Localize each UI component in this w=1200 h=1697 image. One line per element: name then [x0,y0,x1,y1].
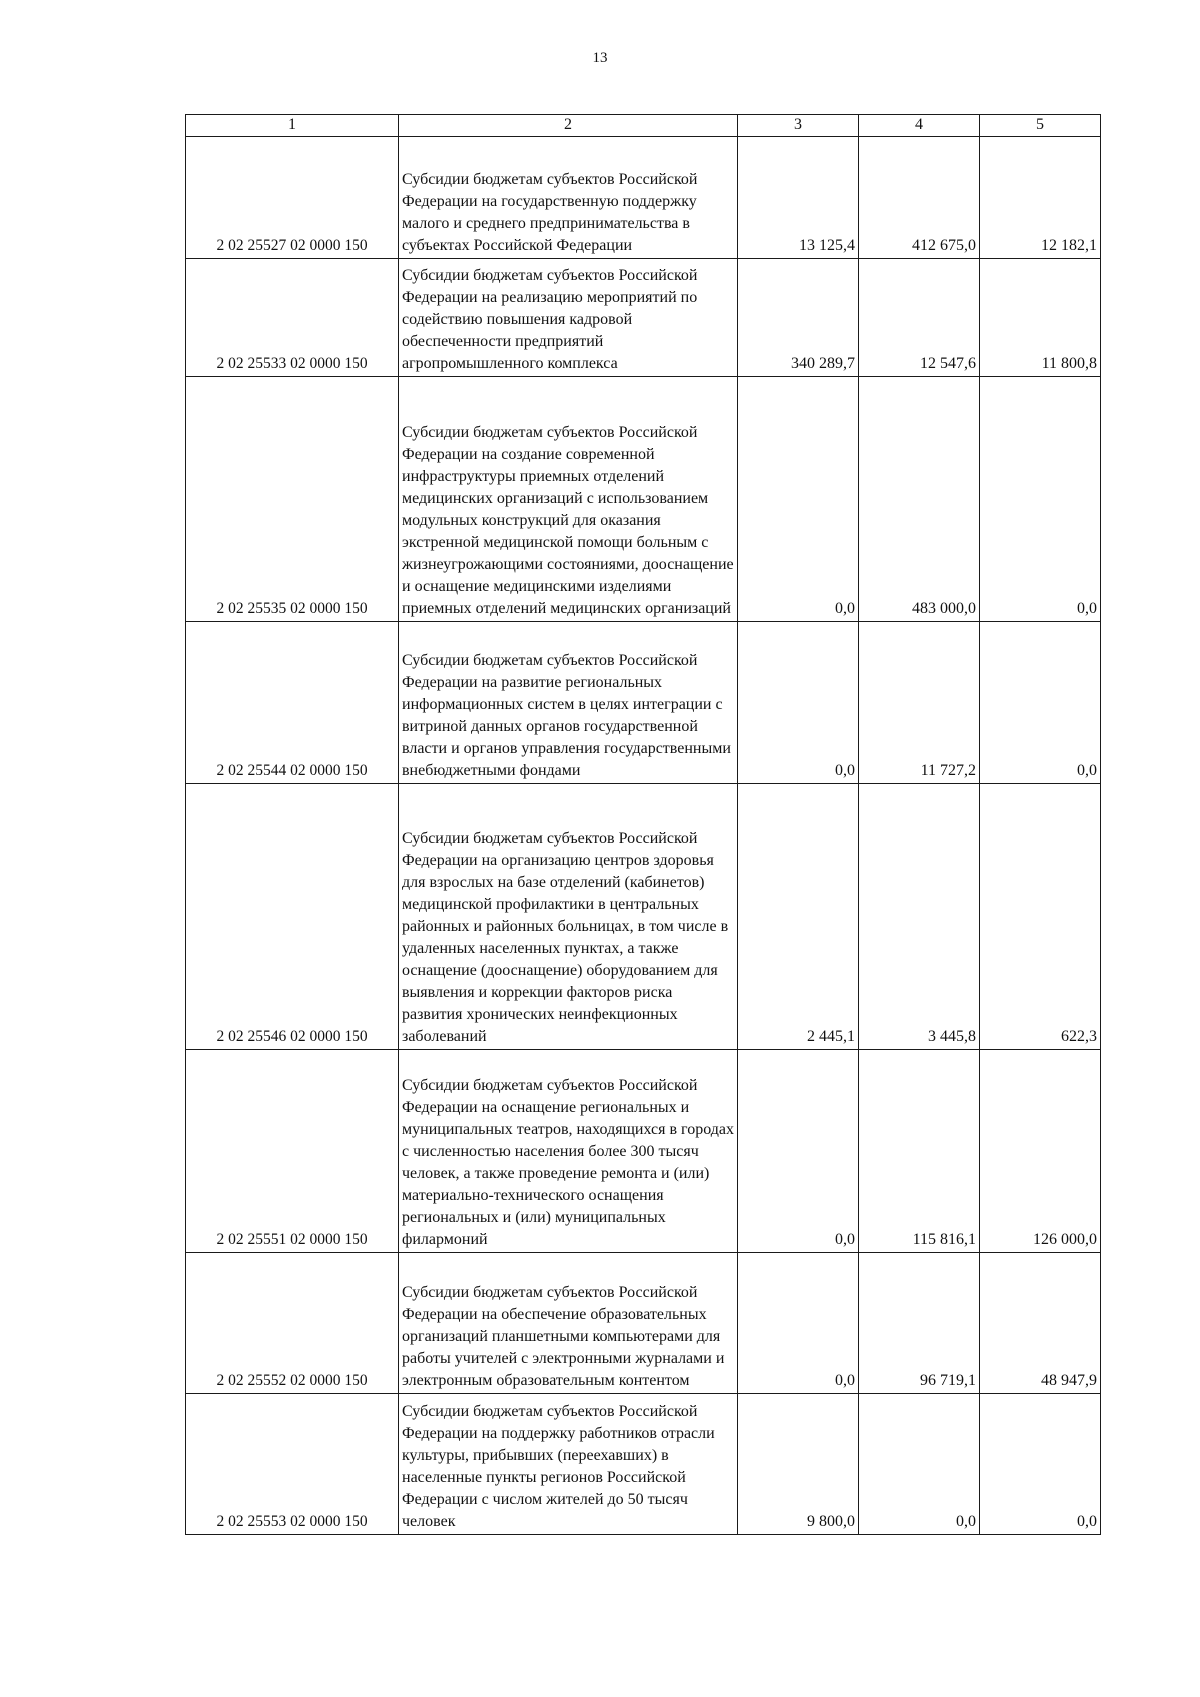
value-col-3: 0,0 [738,1050,859,1253]
table-row [186,1050,1101,1253]
value-col-5: 12 182,1 [980,137,1101,259]
budget-code: 2 02 25551 02 0000 150 [186,1050,399,1253]
budget-code: 2 02 25546 02 0000 150 [186,784,399,1050]
page-number: 13 [592,50,608,66]
value-col-3: 0,0 [738,1253,859,1394]
header-column-3: 3 [738,115,859,137]
description: Субсидии бюджетам субъектов Российской Федерации на поддержку работников отрасли культуры, прибывших (переехавших) в населенные пункты регионов Российской Федерации с числом жителей до 50 тысяч человек [399,1394,738,1535]
budget-code: 2 02 25535 02 0000 150 [186,377,399,622]
value-col-5: 0,0 [980,377,1101,622]
header-column-1: 1 [186,115,399,137]
value-col-3: 2 445,1 [738,784,859,1050]
value-col-3: 0,0 [738,622,859,784]
value-col-4: 412 675,0 [859,137,980,259]
table-row [186,259,1101,377]
description: Субсидии бюджетам субъектов Российской Федерации на обеспечение образовательных организаций планшетными компьютерами для работы учителей с электронными журналами и электронным образовательным контентом [399,1253,738,1394]
value-col-4: 483 000,0 [859,377,980,622]
description: Субсидии бюджетам субъектов Российской Федерации на создание современной инфраструктуры приемных отделений медицинских организаций с использованием модульных конструкций для оказания экстренной медицинской помощи больным с жизнеугрожающими состояниями, дооснащение и оснащение медицинскими изделиями приемных отделений медицинских организаций [399,377,738,622]
value-col-4: 0,0 [859,1394,980,1535]
value-col-5: 11 800,8 [980,259,1101,377]
budget-code: 2 02 25533 02 0000 150 [186,259,399,377]
table-body [186,137,1101,1535]
value-col-4: 3 445,8 [859,784,980,1050]
budget-code: 2 02 25544 02 0000 150 [186,622,399,784]
value-col-4: 11 727,2 [859,622,980,784]
value-col-4: 12 547,6 [859,259,980,377]
value-col-5: 0,0 [980,622,1101,784]
value-col-5: 0,0 [980,1394,1101,1535]
header-column-2: 2 [399,115,738,137]
header-column-4: 4 [859,115,980,137]
value-col-3: 9 800,0 [738,1394,859,1535]
table-row [186,622,1101,784]
table-row [186,784,1101,1050]
table-row [186,1394,1101,1535]
table-row [186,1253,1101,1394]
budget-code: 2 02 25552 02 0000 150 [186,1253,399,1394]
value-col-5: 126 000,0 [980,1050,1101,1253]
description: Субсидии бюджетам субъектов Российской Федерации на реализацию мероприятий по содействию повышения кадровой обеспеченности предприятий агропромышленного комплекса [399,259,738,377]
value-col-4: 96 719,1 [859,1253,980,1394]
description: Субсидии бюджетам субъектов Российской Федерации на организацию центров здоровья для взрослых на базе отделений (кабинетов) медицинской профилактики в центральных районных и районных больницах, в том числе в удаленных населенных пунктах, а также оснащение (дооснащение) оборудованием для выявления и коррекции факторов риска развития хронических неинфекционных заболеваний [399,784,738,1050]
table-row [186,377,1101,622]
value-col-3: 0,0 [738,377,859,622]
value-col-5: 622,3 [980,784,1101,1050]
description: Субсидии бюджетам субъектов Российской Федерации на развитие региональных информационных систем в целях интеграции с витриной данных органов государственной власти и органов управления государственными внебюджетными фондами [399,622,738,784]
description: Субсидии бюджетам субъектов Российской Федерации на государственную поддержку малого и среднего предпринимательства в субъектах Российской Федерации [399,137,738,259]
value-col-3: 340 289,7 [738,259,859,377]
budget-table [185,114,1101,1535]
header-row [186,115,1101,137]
value-col-3: 13 125,4 [738,137,859,259]
budget-code: 2 02 25527 02 0000 150 [186,137,399,259]
value-col-5: 48 947,9 [980,1253,1101,1394]
value-col-4: 115 816,1 [859,1050,980,1253]
table-header [186,115,1101,137]
description: Субсидии бюджетам субъектов Российской Федерации на оснащение региональных и муниципальных театров, находящихся в городах с численностью населения более 300 тысяч человек, а также проведение ремонта и (или) материально-технического оснащения региональных и (или) муниципальных филармоний [399,1050,738,1253]
budget-code: 2 02 25553 02 0000 150 [186,1394,399,1535]
table-row [186,137,1101,259]
header-column-5: 5 [980,115,1101,137]
